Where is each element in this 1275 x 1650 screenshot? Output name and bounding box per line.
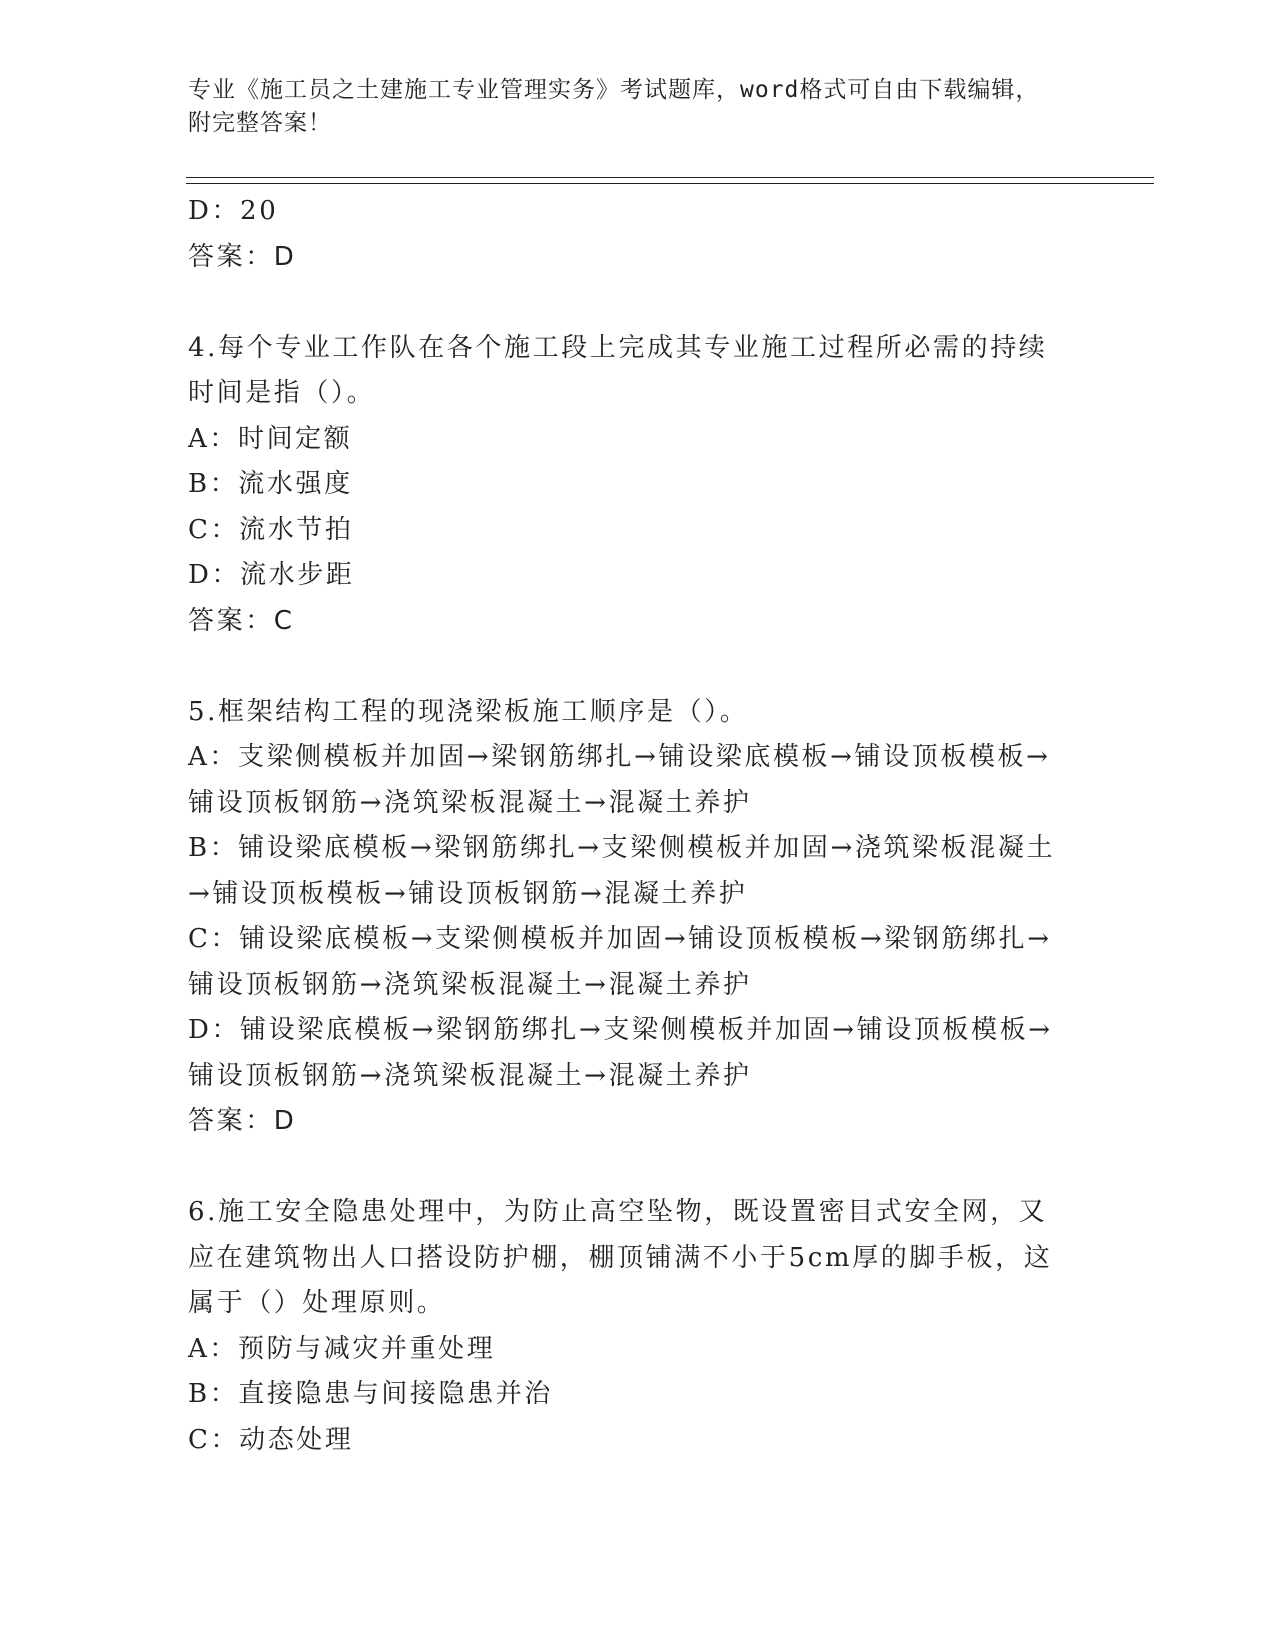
question-stem-line: 4.每个专业工作队在各个施工段上完成其专业施工过程所必需的持续 [188, 332, 1048, 363]
option-b: B：直接隐患与间接隐患并治 [188, 1379, 553, 1409]
question-3-tail [188, 189, 1088, 280]
question-stem-line: 时间是指（）。 [188, 378, 376, 408]
option-c: C：铺设梁底模板→支梁侧模板并加固→铺设顶板模板→梁钢筋绑扎→ [188, 924, 1052, 954]
option-a: A：预防与减灾并重处理 [188, 1333, 496, 1364]
option-a-continued: 铺设顶板钢筋→浇筑梁板混凝土→混凝土养护 [188, 787, 752, 818]
option-b: B：流水强度 [188, 469, 353, 499]
question-stem-line: 6.施工安全隐患处理中，为防止高空坠物，既设置密目式安全网，又 [188, 1197, 1048, 1227]
option-c: C：流水节拍 [188, 514, 354, 545]
option-a: A：时间定额 [188, 423, 353, 454]
option-b-continued: →铺设顶板模板→铺设顶板钢筋→混凝土养护 [188, 878, 748, 909]
question-6 [188, 1190, 1088, 1463]
header-line-1: 专业《施工员之土建施工专业管理实务》考试题库，word格式可自由下载编辑， [188, 77, 1040, 103]
option-c: C：动态处理 [188, 1424, 354, 1455]
option-c-continued: 铺设顶板钢筋→浇筑梁板混凝土→混凝土养护 [188, 969, 752, 1000]
question-5 [188, 690, 1088, 1145]
question-spacer [188, 280, 1088, 326]
answer-line: 答案：D [188, 241, 297, 272]
question-spacer [188, 1145, 1088, 1191]
question-stem-line: 5.框架结构工程的现浇梁板施工顺序是（）。 [188, 696, 749, 727]
question-stem-line: 应在建筑物出人口搭设防护棚，棚顶铺满不小于5cm厚的脚手板，这 [188, 1242, 1053, 1273]
question-stem-line: 属于（）处理原则。 [188, 1288, 446, 1318]
document-body [188, 189, 1088, 1463]
answer-line: 答案：C [188, 605, 295, 636]
option-a: A：支梁侧模板并加固→梁钢筋绑扎→铺设梁底模板→铺设顶板模板→ [188, 742, 1051, 772]
option-d-continued: 铺设顶板钢筋→浇筑梁板混凝土→混凝土养护 [188, 1060, 752, 1091]
question-4 [188, 326, 1088, 645]
page-header [188, 74, 1088, 140]
option-d: D：铺设梁底模板→梁钢筋绑扎→支梁侧模板并加固→铺设顶板模板→ [188, 1015, 1053, 1045]
answer-line: 答案：D [188, 1106, 297, 1136]
question-spacer [188, 644, 1088, 690]
header-double-rule [186, 177, 1154, 184]
header-line-2: 附完整答案！ [188, 110, 332, 136]
option-d: D：20 [188, 196, 279, 226]
option-b: B：铺设梁底模板→梁钢筋绑扎→支梁侧模板并加固→浇筑梁板混凝土 [188, 833, 1056, 863]
option-d: D：流水步距 [188, 560, 355, 590]
